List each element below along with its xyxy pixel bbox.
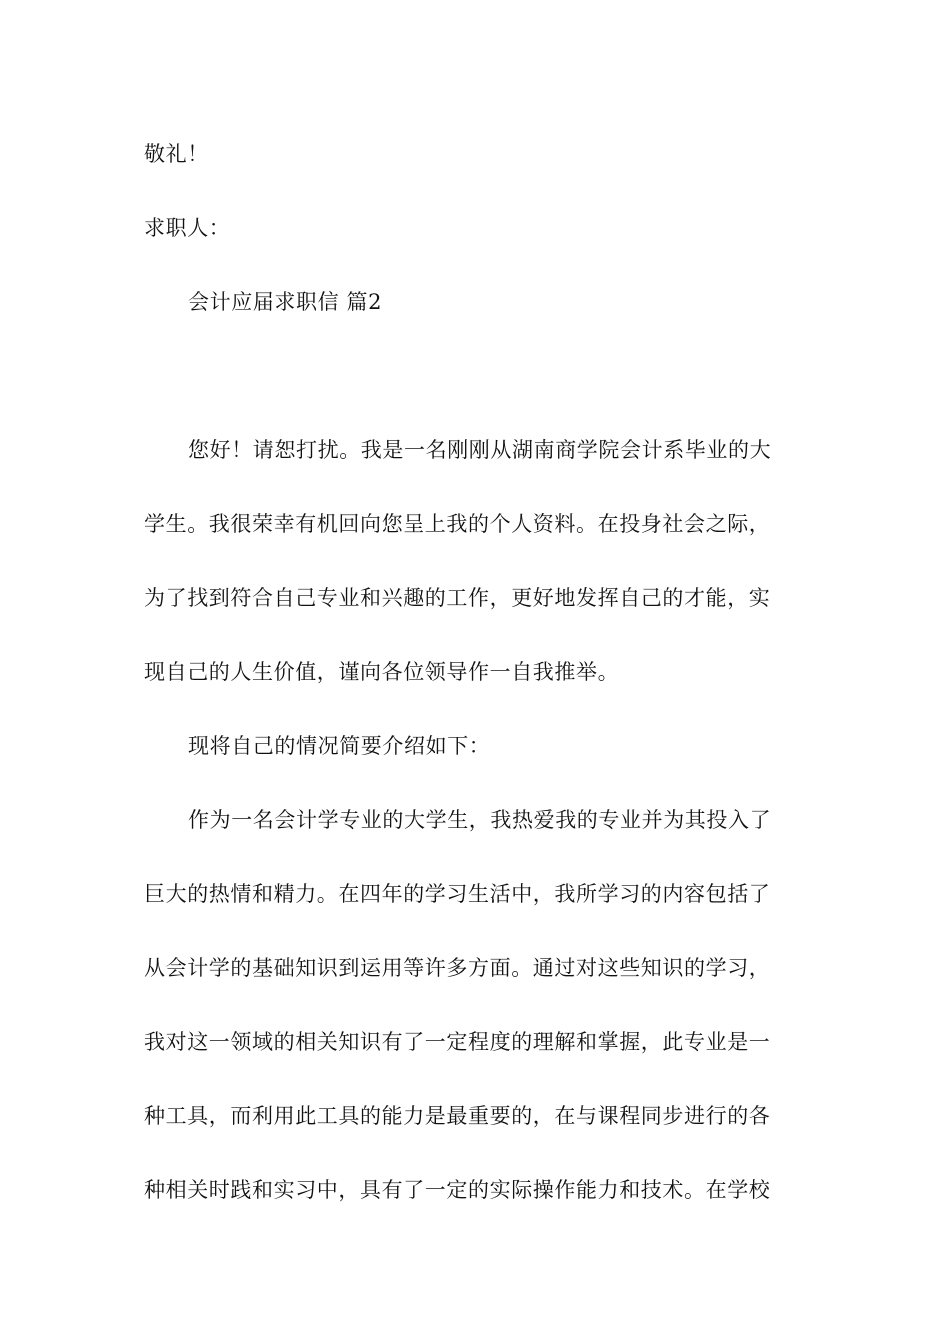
paragraph-line: 现自己的人生价值，谨向各位领导作一自我推举。	[144, 660, 620, 684]
paragraph-line: 您好！请恕打扰。我是一名刚刚从湖南商学院会计系毕业的大	[188, 438, 772, 462]
closing-salutation: 敬礼！	[144, 142, 209, 166]
paragraph-line: 种相关时践和实习中，具有了一定的实际操作能力和技术。在学校	[144, 1178, 771, 1202]
paragraph-line: 我对这一领域的相关知识有了一定程度的理解和掌握，此专业是一	[144, 1030, 771, 1054]
paragraph-line: 学生。我很荣幸有机回向您呈上我的个人资料。在投身社会之际，	[144, 512, 771, 536]
paragraph-line: 巨大的热情和精力。在四年的学习生活中，我所学习的内容包括了	[144, 882, 771, 906]
paragraph-line: 种工具，而利用此工具的能力是最重要的，在与课程同步进行的各	[144, 1104, 771, 1128]
paragraph-line: 从会计学的基础知识到运用等许多方面。通过对这些知识的学习，	[144, 956, 771, 980]
paragraph-line: 作为一名会计学专业的大学生，我热爱我的专业并为其投入了	[188, 808, 772, 832]
paragraph-line: 现将自己的情况简要介绍如下：	[188, 734, 491, 758]
paragraph-line: 为了找到符合自己专业和兴趣的工作，更好地发挥自己的才能，实	[144, 586, 771, 610]
section-heading: 会计应届求职信 篇2	[188, 290, 383, 314]
applicant-label: 求职人：	[144, 216, 231, 240]
